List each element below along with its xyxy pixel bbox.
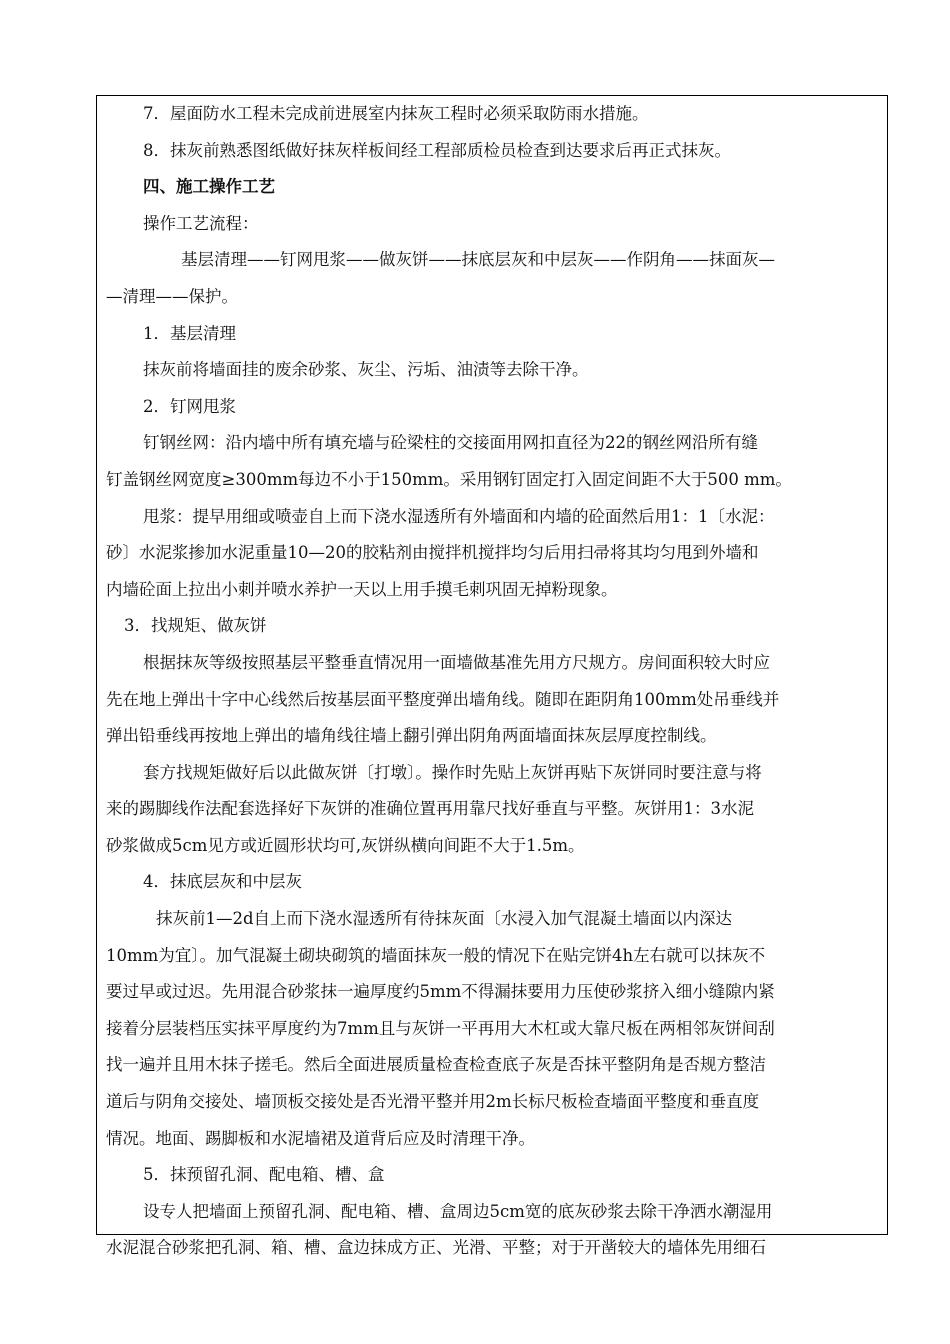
text-line: 基层清理——钉网甩浆——做灰饼——抹底层灰和中层灰——作阴角——抹面灰— (181, 250, 775, 270)
text-line: 先在地上弹出十字中心线然后按基层面平整度弹出墙角线。随即在距阴角100mm处吊垂线并 (106, 689, 780, 709)
text-line: 8．抹灰前熟悉图纸做好抹灰样板间经工程部质检员检查到达要求后再正式抹灰。 (143, 140, 731, 160)
text-line: 砂浆做成5cm见方或近圆形状均可,灰饼纵横向间距不大于1.5m。 (106, 835, 585, 855)
text-line: 接着分层装档压实抹平厚度约为7mm且与灰饼一平再用大木杠或大靠尺板在两相邻灰饼间刮 (106, 1018, 775, 1038)
text-line: 10mm为宜〕。加气混凝土砌块砌筑的墙面抹灰一般的情况下在贴完饼4h左右就可以抹灰不 (106, 945, 766, 965)
text-line: 找一遍并且用木抹子搓毛。然后全面进展质量检查检查底子灰是否抹平整阴角是否规方整洁 (106, 1055, 766, 1075)
text-line: 要过早或过迟。先用混合砂浆抹一遍厚度约5mm不得漏抹要用力压使砂浆挤入细小缝隙内紧 (106, 982, 775, 1002)
text-line: 设专人把墙面上预留孔洞、配电箱、槽、盒周边5cm宽的底灰砂浆去除干净洒水潮湿用 (143, 1201, 773, 1221)
text-line: —清理——保护。 (106, 286, 238, 306)
text-line: 情况。地面、踢脚板和水泥墙裙及道背后应及时清理干净。 (106, 1128, 535, 1148)
text-line: 内墙砼面上拉出小刺并喷水养护一天以上用手摸毛刺巩固无掉粉现象。 (106, 579, 618, 599)
subheading: 2．钉网甩浆 (143, 396, 236, 416)
document-frame (96, 95, 888, 1258)
text-line: 水泥混合砂浆把孔洞、箱、槽、盒边抹成方正、光滑、平整；对于开凿较大的墙体先用细石 (106, 1238, 766, 1258)
subheading: 5．抹预留孔洞、配电箱、槽、盒 (143, 1165, 385, 1185)
text-line: 钉钢丝网：沿内墙中所有填充墙与砼梁柱的交接面用网扣直径为22的钢丝网沿所有缝 (143, 433, 758, 453)
subheading: 4．抹底层灰和中层灰 (143, 872, 302, 892)
document-body (106, 96, 881, 1267)
subheading: 3．找规矩、做灰饼 (124, 616, 267, 636)
text-line: 道后与阴角交接处、墙顶板交接处是否光滑平整并用2m长标尺板检查墙面平整度和垂直度 (106, 1092, 760, 1112)
subheading: 1．基层清理 (143, 323, 236, 343)
section-heading: 四、施工操作工艺 (143, 177, 275, 197)
text-line: 抹灰前1—2d自上而下浇水湿透所有待抹灰面〔水浸入加气混凝土墙面以内深达 (156, 909, 733, 929)
text-line: 来的踢脚线作法配套选择好下灰饼的准确位置再用靠尺找好垂直与平整。灰饼用1：3水泥 (106, 799, 754, 819)
text-line: 甩浆：提早用细或喷壶自上而下浇水湿透所有外墙面和内墙的砼面然后用1：1〔水泥： (143, 506, 775, 526)
text-line: 7．屋面防水工程未完成前进展室内抹灰工程时必须采取防雨水措施。 (143, 104, 649, 123)
text-line: 根据抹灰等级按照基层平整垂直情况用一面墙做基准先用方尺规方。房间面积较大时应 (143, 652, 770, 672)
text-line: 弹出铅垂线再按地上弹出的墙角线往墙上翻引弹出阴角两面墙面抹灰层厚度控制线。 (106, 726, 717, 746)
text-line: 套方找规矩做好后以此做灰饼〔打墩〕。操作时先贴上灰饼再贴下灰饼同时要注意与将 (143, 762, 762, 782)
text-line: 抹灰前将墙面挂的废余砂浆、灰尘、污垢、油渍等去除干净。 (143, 360, 589, 380)
text-line: 砂〕水泥浆掺加水泥重量10—20的胶粘剂由搅拌机搅拌均匀后用扫帚将其均匀甩到外墙和 (106, 543, 759, 563)
text-line: 操作工艺流程： (143, 213, 259, 233)
text-line: 钉盖钢丝网宽度≥300mm每边不小于150mm。采用钢钉固定打入固定间距不大于500 mm。 (106, 469, 792, 489)
